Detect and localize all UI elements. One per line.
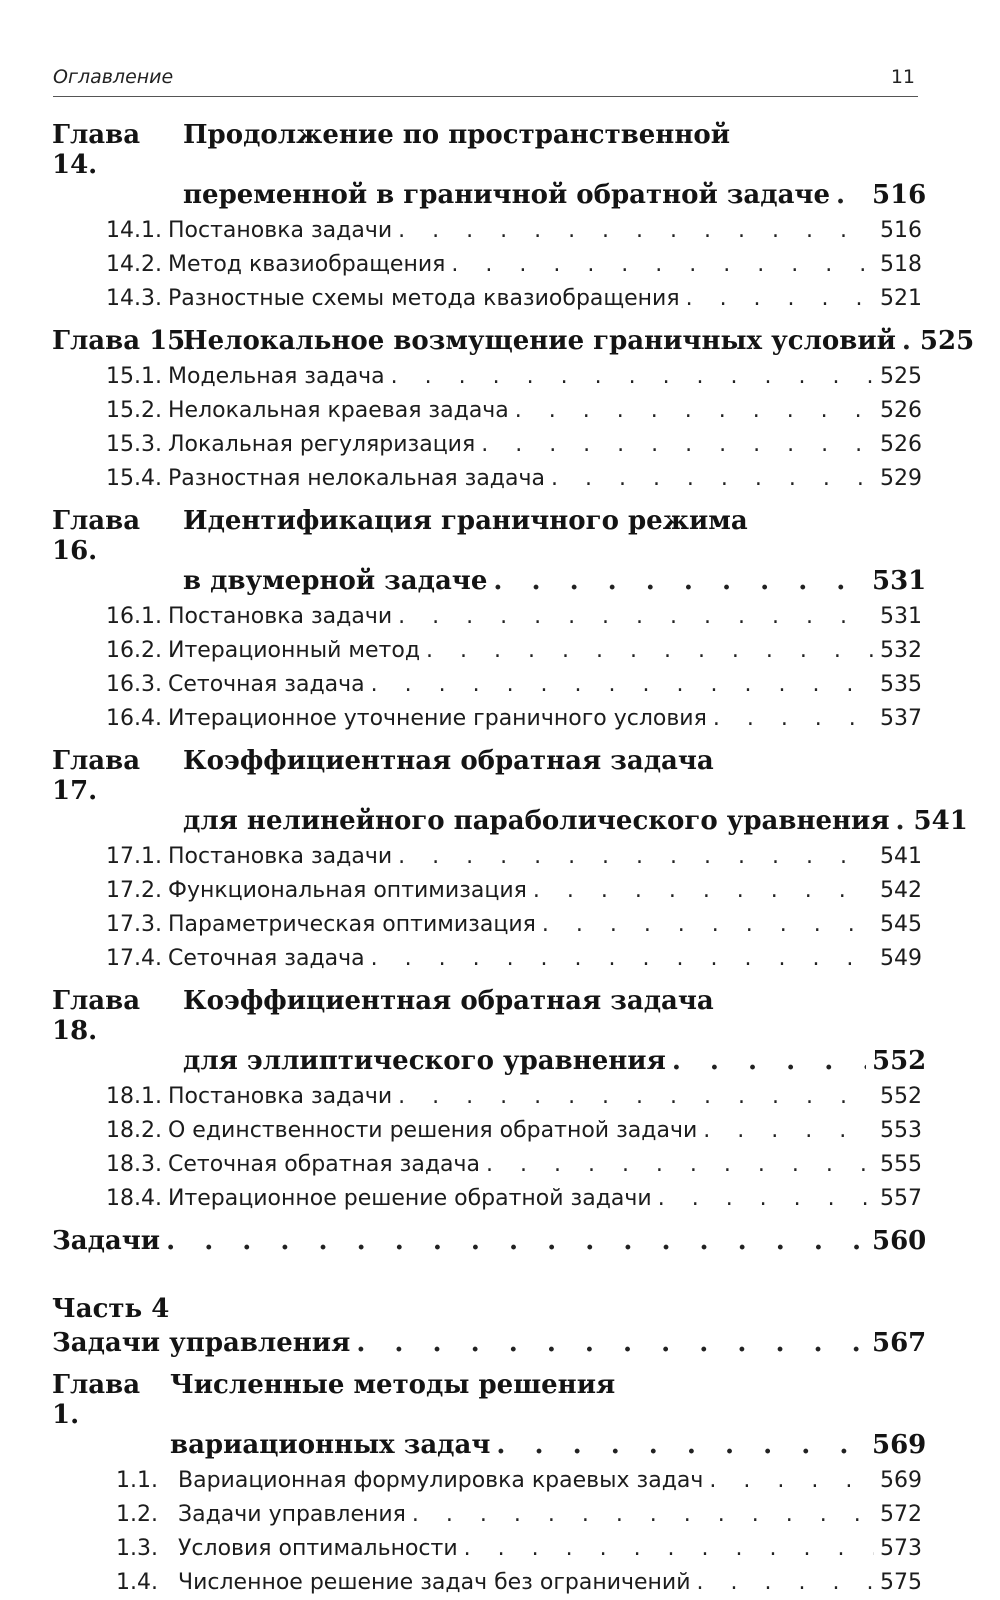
running-header-title: Оглавление — [53, 66, 174, 88]
toc-section[interactable] — [52, 1080, 922, 1114]
section-title: Функциональная оптимизация — [168, 878, 527, 903]
section-number: 16.1. — [106, 604, 162, 629]
toc-section[interactable] — [52, 634, 922, 668]
section-title: Вариационная формулировка краевых задач — [178, 1468, 704, 1493]
leader-dots — [902, 326, 914, 356]
leader-dots — [836, 180, 866, 210]
section-title: Нелокальная краевая задача — [168, 398, 509, 423]
leader-dots — [703, 1114, 874, 1148]
section-title: Сеточная обратная задача — [168, 1152, 480, 1177]
section-number: 18.2. — [106, 1118, 162, 1143]
tasks-page: 560 — [872, 1226, 927, 1256]
section-title: Разностные схемы метода квазиобращения — [168, 286, 680, 311]
chapter-label: Глава 15. — [52, 326, 195, 356]
section-number: 18.4. — [106, 1186, 162, 1211]
leader-dots — [166, 1226, 866, 1256]
leader-dots — [486, 1148, 874, 1182]
section-page: 572 — [880, 1502, 922, 1527]
leader-dots — [515, 394, 874, 428]
section-page: 518 — [880, 252, 922, 277]
toc-section[interactable] — [52, 840, 922, 874]
section-page: 552 — [880, 1084, 922, 1109]
section-number: 15.4. — [106, 466, 162, 491]
chapter-page: 552 — [872, 1046, 927, 1076]
section-number: 17.4. — [106, 946, 162, 971]
toc-section[interactable] — [52, 394, 922, 428]
leader-dots — [356, 1328, 866, 1358]
leader-dots — [398, 214, 874, 248]
toc-section[interactable] — [52, 1148, 922, 1182]
section-page: 553 — [880, 1118, 922, 1143]
section-number: 17.2. — [106, 878, 162, 903]
section-number: 15.2. — [106, 398, 162, 423]
chapter-title-line1: Коэффициентная обратная задача — [183, 986, 714, 1016]
leader-dots — [371, 668, 874, 702]
section-title: Модельная задача — [168, 364, 385, 389]
chapter-title-line1: Идентификация граничного режима — [183, 506, 748, 536]
section-number: 17.1. — [106, 844, 162, 869]
table-of-contents — [52, 120, 975, 1600]
toc-tasks[interactable] — [52, 1226, 927, 1256]
section-title: Итерационное уточнение граничного условия — [168, 706, 707, 731]
section-page: 575 — [880, 1570, 922, 1595]
section-number: 16.4. — [106, 706, 162, 731]
tasks-title: Задачи — [52, 1226, 161, 1256]
section-title: Постановка задачи — [168, 1084, 393, 1109]
section-page: 526 — [880, 398, 922, 423]
chapter-page: 569 — [872, 1430, 927, 1460]
section-page: 535 — [880, 672, 922, 697]
toc-section[interactable] — [52, 668, 922, 702]
leader-dots — [896, 806, 908, 836]
section-title: Разностная нелокальная задача — [168, 466, 545, 491]
toc-section[interactable] — [52, 1182, 922, 1216]
chapter-page: 525 — [919, 326, 975, 356]
toc-section[interactable] — [52, 908, 922, 942]
section-title: Численное решение задач без ограничений — [178, 1570, 691, 1595]
section-page: 521 — [880, 286, 922, 311]
toc-section[interactable] — [52, 248, 922, 282]
section-page: 516 — [880, 218, 922, 243]
chapter-page: 541 — [913, 806, 968, 836]
section-title: Локальная регуляризация — [168, 432, 476, 457]
leader-dots — [672, 1046, 866, 1076]
section-title: Параметрическая оптимизация — [168, 912, 536, 937]
toc-chapter[interactable] — [52, 120, 927, 210]
page-number: 11 — [890, 66, 915, 88]
section-page: 541 — [880, 844, 922, 869]
leader-dots — [658, 1182, 874, 1216]
chapter-label: Глава 14. — [52, 120, 141, 180]
toc-section[interactable] — [52, 600, 922, 634]
toc-section[interactable] — [52, 428, 922, 462]
leader-dots — [493, 566, 866, 596]
toc-chapter[interactable] — [52, 1370, 927, 1460]
leader-dots — [398, 600, 874, 634]
leader-dots — [697, 1566, 874, 1600]
toc-section[interactable] — [52, 874, 922, 908]
leader-dots — [398, 1080, 874, 1114]
leader-dots — [426, 634, 874, 668]
chapter-label: Глава 18. — [52, 986, 141, 1046]
section-page: 531 — [880, 604, 922, 629]
leader-dots — [451, 248, 874, 282]
section-number: 17.3. — [106, 912, 162, 937]
section-page: 573 — [880, 1536, 922, 1561]
section-page: 545 — [880, 912, 922, 937]
toc-section[interactable] — [52, 282, 922, 316]
part-label: Часть 4 — [52, 1294, 170, 1324]
part-page: 567 — [872, 1328, 927, 1358]
section-title: Итерационный метод — [168, 638, 421, 663]
toc-chapter[interactable] — [52, 986, 927, 1076]
toc-part[interactable] — [52, 1328, 927, 1358]
leader-dots — [533, 874, 874, 908]
section-page: 532 — [880, 638, 922, 663]
section-title: Постановка задачи — [168, 218, 393, 243]
toc-section[interactable] — [52, 214, 922, 248]
chapter-title-line2: для эллиптического уравнения — [183, 1046, 666, 1076]
toc-section[interactable] — [52, 1114, 922, 1148]
section-number: 14.1. — [106, 218, 162, 243]
section-page: 557 — [880, 1186, 922, 1211]
section-number: 1.1. — [116, 1468, 158, 1493]
chapter-title-line1: Нелокальное возмущение граничных условий — [183, 326, 896, 356]
toc-chapter[interactable] — [52, 326, 975, 356]
leader-dots — [686, 282, 874, 316]
leader-dots — [551, 462, 874, 496]
section-number: 1.2. — [116, 1502, 158, 1527]
leader-dots — [496, 1430, 866, 1460]
chapter-title-line2: для нелинейного параболического уравнения — [183, 806, 890, 836]
chapter-title-line2: переменной в граничной обратной задаче — [183, 180, 831, 210]
chapter-title-line2: вариационных задач — [170, 1430, 491, 1460]
section-title: Задачи управления — [178, 1502, 406, 1527]
section-number: 16.3. — [106, 672, 162, 697]
section-number: 14.2. — [106, 252, 162, 277]
section-number: 18.3. — [106, 1152, 162, 1177]
toc-section[interactable] — [52, 942, 922, 976]
leader-dots — [542, 908, 874, 942]
section-number: 15.1. — [106, 364, 162, 389]
section-title: О единственности решения обратной задачи — [168, 1118, 698, 1143]
toc-section[interactable] — [52, 702, 922, 736]
section-page: 542 — [880, 878, 922, 903]
section-number: 15.3. — [106, 432, 162, 457]
chapter-label: Глава 17. — [52, 746, 141, 806]
leader-dots — [391, 360, 874, 394]
leader-dots — [398, 840, 874, 874]
chapter-title-line2: в двумерной задаче — [183, 566, 488, 596]
part-title: Задачи управления — [52, 1328, 351, 1358]
section-number: 18.1. — [106, 1084, 162, 1109]
leader-dots — [464, 1532, 874, 1566]
section-page: 569 — [880, 1468, 922, 1493]
section-page: 526 — [880, 432, 922, 457]
section-title: Условия оптимальности — [178, 1536, 458, 1561]
leader-dots — [412, 1498, 874, 1532]
section-title: Метод квазиобращения — [168, 252, 446, 277]
toc-section[interactable] — [52, 1566, 922, 1600]
chapter-label: Глава 1. — [52, 1370, 141, 1430]
chapter-title-line1: Продолжение по пространственной — [183, 120, 730, 150]
toc-chapter[interactable] — [52, 746, 968, 836]
section-title: Постановка задачи — [168, 844, 393, 869]
section-title: Сеточная задача — [168, 672, 365, 697]
header-rule — [53, 96, 918, 97]
chapter-page: 516 — [872, 180, 927, 210]
section-number: 1.3. — [116, 1536, 158, 1561]
chapter-page: 531 — [872, 566, 927, 596]
toc-section[interactable] — [52, 1498, 922, 1532]
toc-section[interactable] — [52, 1532, 922, 1566]
section-number: 1.4. — [116, 1570, 158, 1595]
leader-dots — [709, 1464, 874, 1498]
toc-chapter[interactable] — [52, 506, 927, 596]
leader-dots — [481, 428, 874, 462]
toc-section[interactable] — [52, 462, 922, 496]
leader-dots — [713, 702, 874, 736]
section-title: Постановка задачи — [168, 604, 393, 629]
chapter-label: Глава 16. — [52, 506, 141, 566]
section-number: 16.2. — [106, 638, 162, 663]
section-title: Итерационное решение обратной задачи — [168, 1186, 652, 1211]
section-page: 525 — [880, 364, 922, 389]
section-page: 549 — [880, 946, 922, 971]
section-page: 529 — [880, 466, 922, 491]
toc-section[interactable] — [52, 1464, 922, 1498]
section-page: 555 — [880, 1152, 922, 1177]
section-page: 537 — [880, 706, 922, 731]
toc-section[interactable] — [52, 360, 922, 394]
section-title: Сеточная задача — [168, 946, 365, 971]
chapter-title-line1: Численные методы решения — [170, 1370, 616, 1400]
chapter-title-line1: Коэффициентная обратная задача — [183, 746, 714, 776]
section-number: 14.3. — [106, 286, 162, 311]
leader-dots — [371, 942, 874, 976]
